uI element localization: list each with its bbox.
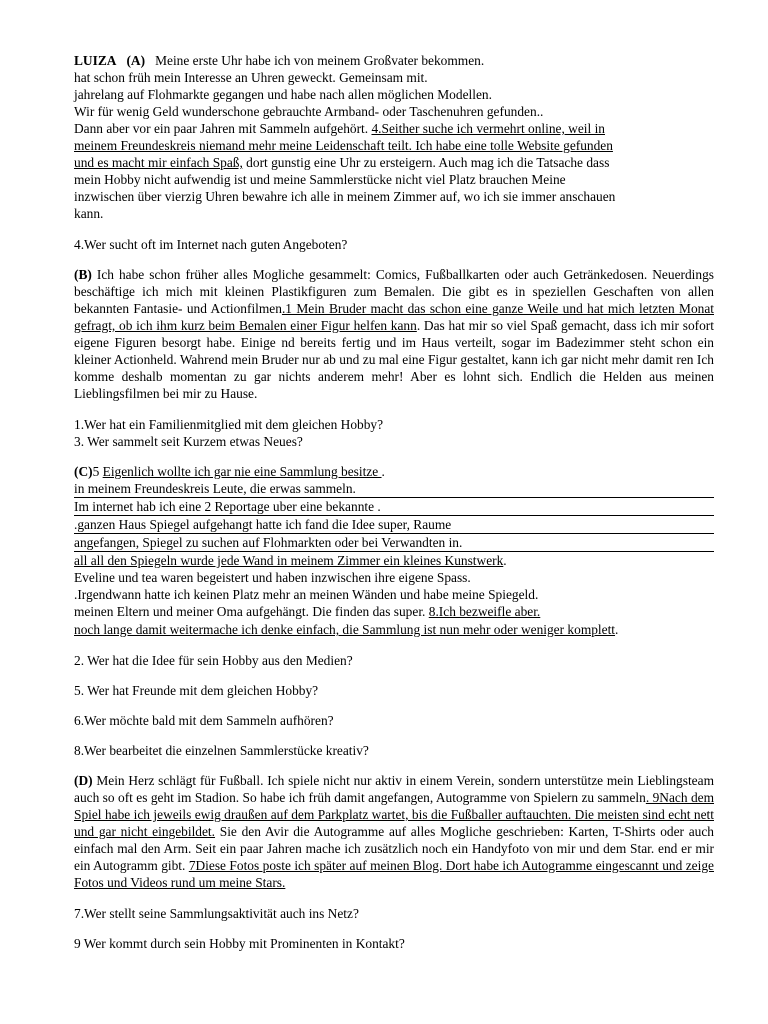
answer-5-underline: Eigenlich wollte ich gar nie eine Sammlung besitze (102, 464, 382, 479)
section-d (74, 772, 714, 891)
section-c-dot-10: . (615, 622, 619, 637)
section-a-line-4: Wir für wenig Geld wunderschone gebrauchte Armband- oder Taschenuhren gefunden.. (74, 104, 544, 119)
section-a-line-9: inzwischen über vierzig Uhren bewahre ich alle in meinem Zimmer auf, wo ich sie immer anschauen (74, 189, 616, 204)
answer-2-underline: 2 Reportage uber eine bekannte . (204, 499, 381, 514)
question-9: 9 Wer kommt durch sein Hobby mit Prominenten in Kontakt? (74, 936, 405, 951)
section-c (74, 463, 714, 638)
answer-4-underline: 4.Seither suche ich vermehrt online, weil in (371, 121, 605, 136)
section-a-label: (A) (126, 53, 146, 68)
section-c-dot-1: . (381, 464, 385, 479)
section-c-label: (C) (74, 464, 93, 479)
section-c-line-9 (74, 603, 714, 621)
document-page (74, 52, 714, 965)
answer-7-underline: 7Diese Fotos poste ich später auf meinen Blog. Dort habe ich Autogramme eingescannt und zeige Fotos und Videos rund um meine Stars. (74, 858, 714, 890)
section-c-line-10 (74, 621, 714, 638)
section-c-line-5: angefangen, Spiegel zu suchen auf Flohmarkten oder bei Verwandten in. (74, 534, 714, 552)
question-7: 7.Wer stellt seine Sammlungsaktivität auch ins Netz? (74, 906, 359, 921)
answer-8-underline: 8.Ich bezweifle aber. (428, 604, 541, 619)
section-a-line-6: meinem Freundeskreis niemand mehr meine Leidenschaft teilt. Ich habe eine tolle Website gefunden (74, 138, 613, 153)
question-4: 4.Wer sucht oft im Internet nach guten Angeboten? (74, 237, 348, 252)
section-c-line-3 (74, 498, 714, 516)
question-5: 5. Wer hat Freunde mit dem gleichen Hobby? (74, 683, 319, 698)
section-d-text-1: Mein Herz schlägt für Fußball. Ich spiele nicht nur aktiv in einem Verein, sondern unterstütze mein Lieblingsteam auch so oft es geht im Stadion. So habe ich früh damit angefangen, Autogramme von Spielern zu sammeln (74, 773, 714, 805)
section-a-text-7: dort gunstig eine Uhr zu ersteigern. Auch mag ich die Tatsache dass (242, 155, 610, 170)
section-a-line-10: kann. (74, 206, 104, 221)
section-c-line-2: in meinem Freundeskreis Leute, die erwas sammeln. (74, 480, 714, 498)
question-8: 8.Wer bearbeitet die einzelnen Sammlerstücke kreativ? (74, 743, 369, 758)
section-a-line-8: mein Hobby nicht aufwendig ist und meine Sammlerstücke nicht viel Platz brauchen Meine (74, 172, 566, 187)
section-c-text-1: 5 (92, 464, 103, 479)
section-a-line-7 (74, 154, 714, 171)
author-name: LUIZA (74, 53, 117, 68)
section-c-line-4: .ganzen Haus Spiegel aufgehangt hatte ich fand die Idee super, Raume (74, 516, 714, 534)
section-c-line-6 (74, 552, 714, 569)
section-c-underline-10: noch lange damit weitermache ich denke einfach, die Sammlung ist nun mehr oder weniger komplett (74, 622, 616, 637)
section-a-underline-7: und es macht mir einfach Spaß, (74, 155, 243, 170)
section-a-line-5 (74, 120, 714, 137)
question-3: 3. Wer sammelt seit Kurzem etwas Neues? (74, 434, 303, 449)
section-b (74, 266, 714, 402)
section-c-line-7: Eveline und tea waren begeistert und haben inzwischen ihre eigene Spass. (74, 570, 471, 585)
question-1: 1.Wer hat ein Familienmitglied mit dem gleichen Hobby? (74, 417, 384, 432)
section-d-text-2: Sie den Avir die Autogramme auf alles Mogliche geschrieben: Karten, T-Shirts oder auch einfach mal den Arm. Seit ein paar Jahren mache ich zusätzlich noch ein Handyfoto von mir und dem Star. end er mir ein Autogramm gibt. (74, 824, 714, 873)
section-c-underline-6: all all den Spiegeln wurde jede Wand in meinem Zimmer ein kleines Kunstwerk (74, 553, 504, 568)
section-a-line-1 (74, 52, 714, 69)
section-b-text-2: . Das hat mir so viel Spaß gemacht, dass ich mir sofort eigene Figuren besorgt habe. Einige nd bereits fertig und im Haus verteilt, sogar im Badezimmer steht schon ein kleiner Actionheld. Wahrend mein Bruder nur ab und zu mal eine Figur gestaltet, kann ich gar nicht mehr damit ren Ich komme deshalb momentan zu gar nichts anderem mehr! Aber es lohnt sich. Endlich die Helden aus meinen Lieblingsfilmen bei mir zu Hause. (74, 318, 714, 401)
section-a-line-2: hat schon früh mein Interesse an Uhren geweckt. Gemeinsam mit. (74, 70, 428, 85)
question-6: 6.Wer möchte bald mit dem Sammeln aufhören? (74, 713, 334, 728)
section-c-line-8: .Irgendwann hatte ich keinen Platz mehr an meinen Wänden und habe meine Spiegeld. (74, 587, 539, 602)
section-c-text-3: Im internet hab ich eine (74, 499, 205, 514)
section-a-text-5: Dann aber vor ein paar Jahren mit Sammeln aufgehört. (74, 121, 372, 136)
section-c-text-9: meinen Eltern und meiner Oma aufgehängt. Die finden das super. (74, 604, 429, 619)
section-a-text-1: Meine erste Uhr habe ich von meinem Großvater bekommen. (155, 53, 485, 68)
section-b-label: (B) (74, 267, 92, 282)
answer-1-underline: .1 Mein Bruder macht das schon eine ganze Weile und hat mich letzten Monat gefragt, ob ich ihm kurz beim Bemalen einer Figur helfen kann (74, 301, 714, 333)
section-d-label: (D) (74, 773, 93, 788)
answer-9-underline: . 9Nach dem Spiel habe ich jeweils ewig draußen auf dem Parkplatz wartet, bis die Fußballer auftauchten. Die meisten sind echt nett und gar nicht eingebildet. (74, 790, 715, 839)
question-2: 2. Wer hat die Idee für sein Hobby aus den Medien? (74, 653, 353, 668)
section-c-dot-6: . (503, 553, 507, 568)
section-a (74, 52, 714, 222)
section-c-line-1 (74, 463, 714, 480)
section-b-text-1: Ich habe schon früher alles Mogliche gesammelt: Comics, Fußballkarten oder auch Getränkedosen. Neuerdings beschäftige ich mich mit kleinen Plastikfiguren zum Bemalen. Die gibt es in speziellen Geschaften von allen bekannten Fantasie- und Actionfilmen (74, 267, 714, 316)
section-a-line-3: jahrelang auf Flohmarkte gegangen und habe nach allen möglichen Modellen. (74, 87, 492, 102)
